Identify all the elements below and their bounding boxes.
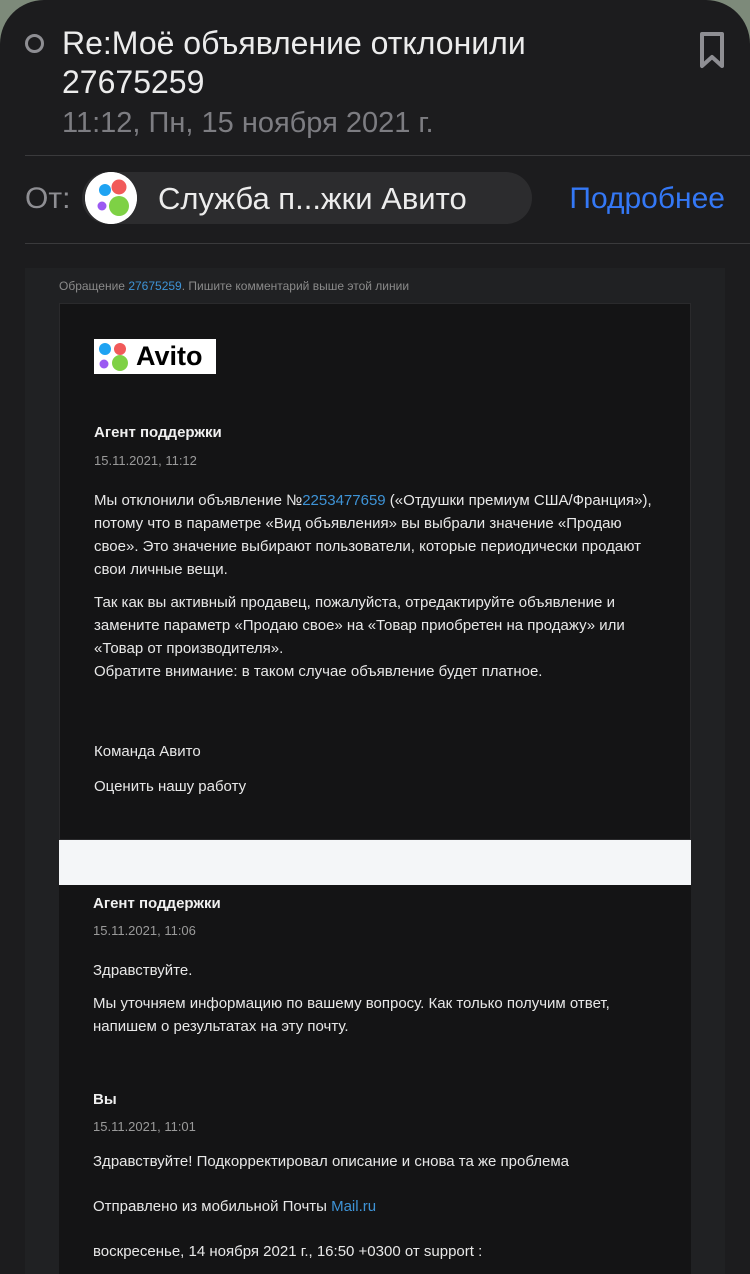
message-text	[93, 959, 663, 1038]
message-paragraph: Здравствуйте! Подкорректировал описание и снова та же проблема	[93, 1153, 570, 1170]
message-timestamp: 15.11.2021, 11:01	[93, 1119, 196, 1134]
message-paragraph	[94, 489, 664, 581]
header-divider	[25, 155, 750, 156]
message-timestamp: 15.11.2021, 11:06	[93, 923, 196, 938]
ticket-line	[59, 279, 409, 293]
ticket-suffix: . Пишите комментарий выше этой линии	[181, 279, 410, 293]
ticket-number-link[interactable]: 27675259	[128, 279, 182, 293]
sender-chip[interactable]	[82, 172, 532, 224]
message-author: Агент поддержки	[94, 424, 222, 441]
message-paragraph: воскресенье, 14 ноября 2021 г., 16:50 +0300 от support :	[93, 1243, 483, 1260]
avito-logo	[94, 339, 216, 374]
sender-avatar	[85, 172, 137, 224]
message-separator	[59, 840, 691, 885]
message-signature: Команда Авито	[94, 743, 201, 760]
sender-name: Служба п...жки Авито	[158, 181, 467, 216]
message-author: Агент поддержки	[93, 895, 221, 912]
rate-work-link[interactable]: Оценить нашу работу	[94, 778, 247, 795]
message-paragraph: Обратите внимание: в таком случае объявление будет платное.	[94, 663, 543, 680]
mailru-link[interactable]: Mail.ru	[331, 1198, 377, 1215]
email-body	[25, 268, 725, 1274]
message-text	[94, 489, 664, 683]
from-label: От:	[25, 182, 71, 215]
paragraph-text: Отправлено из мобильной Почты	[93, 1198, 332, 1215]
message-timestamp: 15.11.2021, 11:12	[94, 453, 197, 468]
message-author: Вы	[93, 1091, 117, 1108]
listing-number-link[interactable]: 2253477659	[302, 492, 386, 509]
ticket-prefix: Обращение	[59, 279, 125, 293]
paragraph-text: («Отдушки премиум США/Франция»), потому что в параметре «Вид объявления» вы выбрали значение «Продаю свое». Это значение выбирают пользователи, которые периодически продают свои личные вещи.	[94, 492, 652, 578]
email-date: 11:12, Пн, 15 ноября 2021 г.	[62, 107, 434, 139]
details-link[interactable]: Подробнее	[569, 182, 725, 215]
message-paragraph	[93, 1195, 663, 1218]
message-paragraph: Так как вы активный продавец, пожалуйста, отредактируйте объявление и замените параметр «Продаю свое» на «Товар приобретен на продажу» или «Товар от производителя».	[94, 594, 625, 657]
paragraph-text: Мы отклонили объявление №	[94, 492, 303, 509]
message-paragraph: Здравствуйте.	[93, 962, 193, 979]
message-card	[59, 303, 691, 840]
unread-status-icon[interactable]	[25, 34, 44, 53]
avito-logo-text: Avito	[136, 341, 203, 371]
bookmark-icon[interactable]	[698, 30, 726, 70]
sender-divider	[25, 243, 750, 244]
message-text	[93, 1150, 663, 1263]
email-subject: Re:Моё объявление отклонили 27675259	[62, 25, 526, 100]
avito-logo-icon	[96, 341, 134, 372]
message-paragraph: Мы уточняем информацию по вашему вопросу. Как только получим ответ, напишем о результатах на эту почту.	[93, 995, 610, 1035]
message-history	[59, 885, 691, 1274]
